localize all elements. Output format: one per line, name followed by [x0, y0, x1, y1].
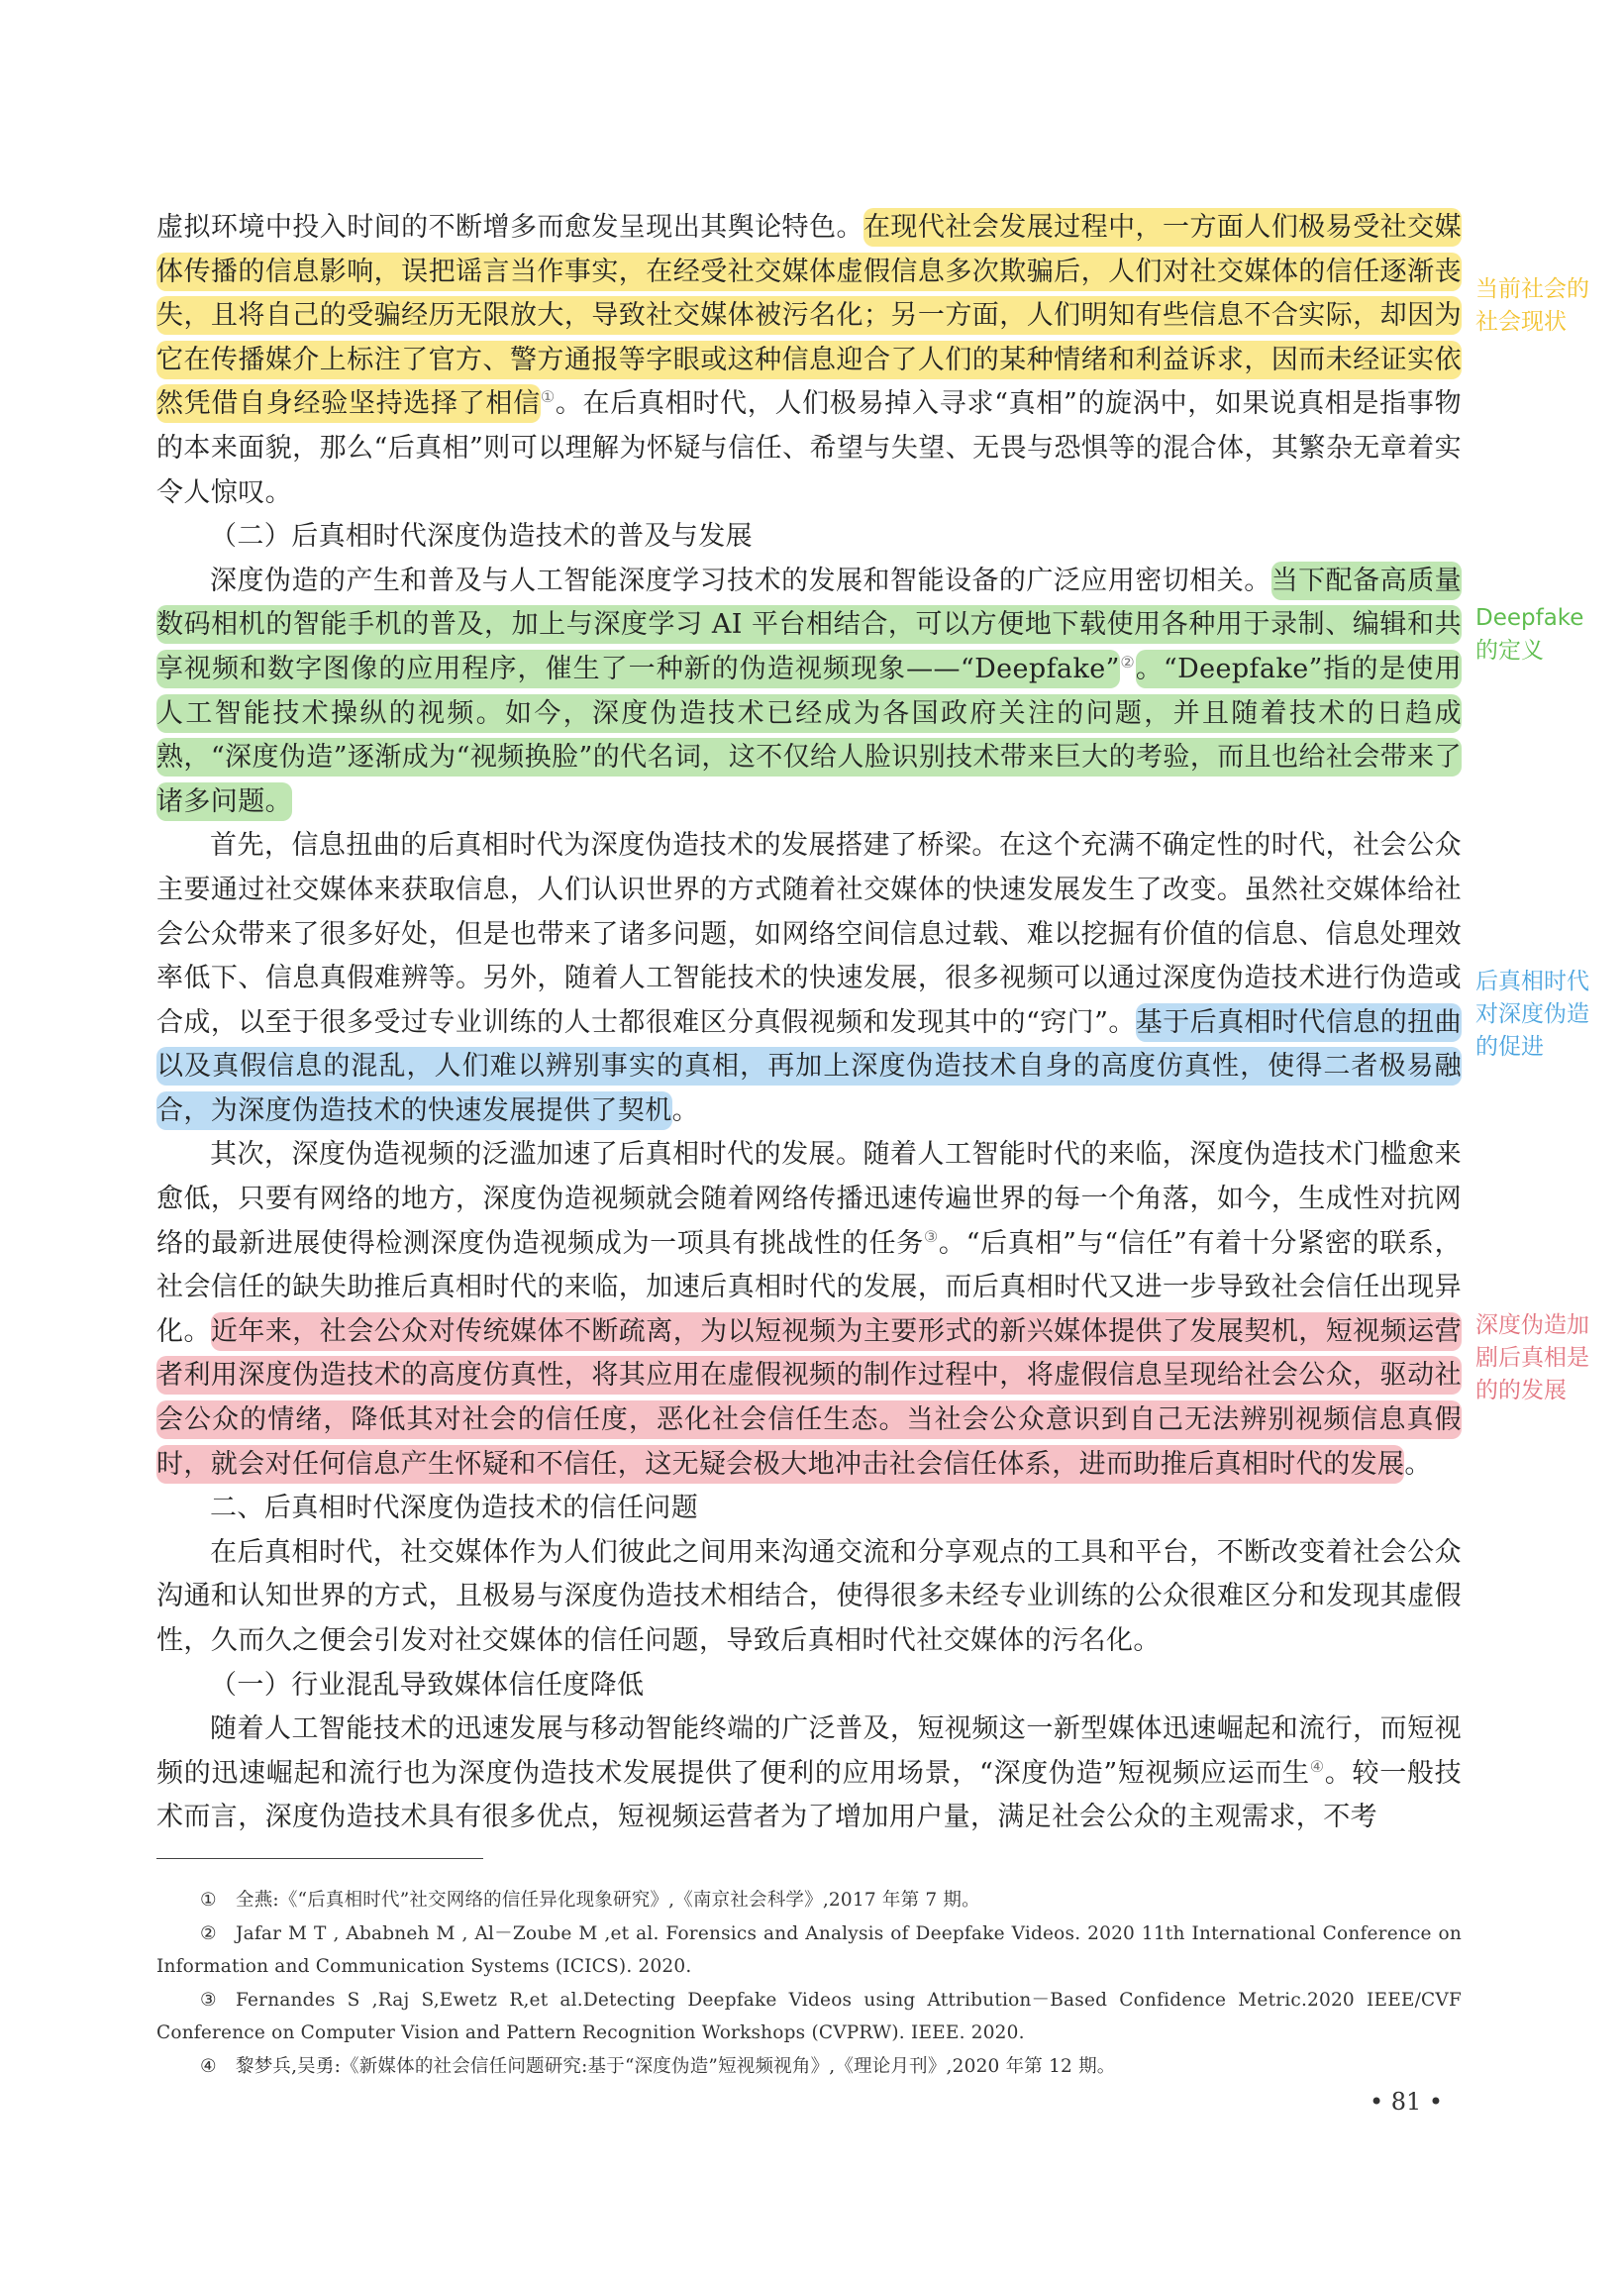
highlight-yellow: 在现代社会发展过程中，一方面人们极易受社交媒体传播的信息影响，误把谣言当作事实，在经受社交媒体虚假信息多次欺骗后，人们对社交媒体的信任逐渐丧失，且将自己的受骗经历无限放大，导致社交媒体被污名化；另一方面，人们明知有些信息不合实际，却因为它在传播媒介上标注了官方、警方通报等字眼或这种信息迎合了人们的某种情绪和利益诉求，因而未经证实依然凭借自身经验坚持选择了相信 — [156, 208, 1462, 423]
footnote-text: 全燕:《“后真相时代”社交网络的信任异化现象研究》,《南京社会科学》,2017 年第 7 期。 — [236, 1890, 980, 1911]
margin-note-yellow: 当前社会的社会现状 — [1475, 276, 1589, 335]
text-run: 。较一般技术而言，深度伪造技术具有很多优点，短视频运营者为了增加用户量，满足社会公众的主观需求，不考 — [156, 1757, 1462, 1833]
text-run: 虚拟环境中投入时间的不断增多而愈发呈现出其舆论特色。 — [156, 212, 863, 243]
footnote-ref-1[interactable]: ① — [540, 387, 556, 407]
margin-note-blue: 后真相时代对深度伪造的促进 — [1475, 969, 1589, 1060]
paragraph-4 — [156, 1133, 1462, 1487]
paragraph-5: 在后真相时代，社交媒体作为人们彼此之间用来沟通交流和分享观点的工具和平台，不断改变着社会公众沟通和认知世界的方式，且极易与深度伪造技术相结合，使得很多未经专业训练的公众很难区分和发现其虚假性，久而久之便会引发对社交媒体的信任问题，导致后真相时代社交媒体的污名化。 — [156, 1536, 1462, 1656]
text-run: 。 — [1404, 1448, 1432, 1480]
footnote-text: Jafar M T , Ababneh M , Al－Zoube M ,et al. Forensics and Analysis of Deepfake Videos. 2020 11th International Conference on Information and Communication Systems (ICICS). 2020. — [156, 1922, 1462, 1977]
footnote-divider — [156, 1858, 483, 1859]
highlight-blue: 基于后真相时代信息的扭曲以及真假信息的混乱，人们难以辨别事实的真相，再加上深度伪造技术自身的高度仿真性，使得二者极易融合，为深度伪造技术的快速发展提供了契机 — [156, 1003, 1462, 1130]
footnote-3 — [156, 1984, 1462, 2050]
footnote-ref-4[interactable]: ④ — [1309, 1756, 1325, 1776]
footnote-mark: ② — [200, 1922, 217, 1944]
margin-note-pink: 深度伪造加剧后真相是的的发展 — [1475, 1312, 1589, 1403]
text-run: 。“后真相”与“信任”有着十分紧密的联系，社会信任的缺失助推后真相时代的来临，加速后真相时代的发展，而后真相时代又进一步导致社会信任出现异化。 — [156, 1227, 1462, 1347]
paragraph-1 — [156, 206, 1462, 515]
footnote-ref-3[interactable]: ③ — [923, 1226, 939, 1246]
text-run: 深度伪造的产生和普及与人工智能深度学习技术的发展和智能设备的广泛应用密切相关。 — [210, 565, 1271, 596]
footnote-text: Fernandes S ,Raj S,Ewetz R,et al.Detecting Deepfake Videos using Attribution－Based Confidence Metric.2020 IEEE/CVF Conference on Computer Vision and Pattern Recognition Workshops (CVPRW). IEEE. 2020. — [156, 1989, 1462, 2043]
highlight-pink: 近年来，社会公众对传统媒体不断疏离，为以短视频为主要形式的新兴媒体提供了发展契机，短视频运营者利用深度伪造技术的高度仿真性，将其应用在虚假视频的制作过程中，将虚假信息呈现给社会公众，驱动社会公众的情绪，降低其对社会的信任度，恶化社会信任生态。当社会公众意识到自己无法辨别视频信息真假时，就会对任何信息产生怀疑和不信任，这无疑会极大地冲击社会信任体系，进而助推后真相时代的发展 — [156, 1312, 1462, 1484]
section-heading-2: 二、后真相时代深度伪造技术的信任问题 — [210, 1493, 699, 1524]
text-run: 。在后真相时代，人们极易掉入寻求“真相”的旋涡中，如果说真相是指事物的本来面貌，那么“后真相”则可以理解为怀疑与信任、希望与失望、无畏与恐惧等的混合体，其繁杂无章着实令人惊叹。 — [156, 388, 1462, 508]
highlight-green: 当下配备高质量数码相机的智能手机的普及，加上与深度学习 AI 平台相结合，可以方便地下载使用各种用于录制、编辑和共享视频和数字图像的应用程序，催生了一种新的伪造视频现象——“Deepfake” — [156, 562, 1462, 688]
paragraph-2 — [156, 560, 1462, 825]
text-run: 。 — [671, 1094, 700, 1126]
text-run: 随着人工智能技术的迅速发展与移动智能终端的广泛普及，短视频这一新型媒体迅速崛起和流行，而短视频的迅速崛起和流行也为深度伪造技术发展提供了便利的应用场景，“深度伪造”短视频应运而生 — [156, 1713, 1462, 1789]
footnote-4 — [156, 2050, 1462, 2084]
page-number: • 81 • — [1369, 2088, 1444, 2116]
body-text — [156, 206, 1462, 1840]
section-heading-1: （二）后真相时代深度伪造技术的普及与发展 — [210, 521, 753, 553]
text-run: 首先，信息扭曲的后真相时代为深度伪造技术的发展搭建了桥梁。在这个充满不确定性的时代，社会公众主要通过社交媒体来获取信息，人们认识世界的方式随着社交媒体的快速发展发生了改变。虽然社交媒体给社会公众带来了很多好处，但是也带来了诸多问题，如网络空间信息过载、难以挖掘有价值的信息、信息处理效率低下、信息真假难辨等。另外，随着人工智能技术的快速发展，很多视频可以通过深度伪造技术进行伪造或合成，以至于很多受过专业训练的人士都很难区分真假视频和发现其中的“窍门”。 — [156, 830, 1462, 1038]
footnote-text: 黎梦兵,吴勇:《新媒体的社会信任问题研究:基于“深度伪造”短视频视角》,《理论月刊》,2020 年第 12 期。 — [236, 2055, 1116, 2077]
footnote-ref-2[interactable]: ② — [1119, 652, 1136, 672]
footnote-1 — [156, 1884, 1462, 1917]
footnote-mark: ③ — [200, 1989, 217, 2011]
footnote-2 — [156, 1917, 1462, 1984]
section-heading-3: （一）行业混乱导致媒体信任度降低 — [210, 1669, 645, 1701]
paragraph-3 — [156, 824, 1462, 1133]
footnote-mark: ④ — [200, 2055, 217, 2077]
text-run: 其次，深度伪造视频的泛滥加速了后真相时代的发展。随着人工智能时代的来临，深度伪造技术门槛愈来愈低，只要有网络的地方，深度伪造视频就会随着网络传播迅速传遍世界的每一个角落，如今，生成性对抗网络的最新进展使得检测深度伪造视频成为一项具有挑战性的任务 — [156, 1139, 1462, 1259]
footnote-mark: ① — [200, 1890, 217, 1911]
margin-note-green: Deepfake的定义 — [1475, 605, 1584, 664]
highlight-green: 。“Deepfake”指的是使用人工智能技术操纵的视频。如今，深度伪造技术已经成为各国政府关注的问题，并且随着技术的日趋成熟，“深度伪造”逐渐成为“视频换脸”的代名词，这不仅给人脸识别技术带来巨大的考验，而且也给社会带来了诸多问题。 — [156, 650, 1462, 821]
paragraph-6 — [156, 1708, 1462, 1840]
footnotes — [156, 1884, 1462, 2083]
